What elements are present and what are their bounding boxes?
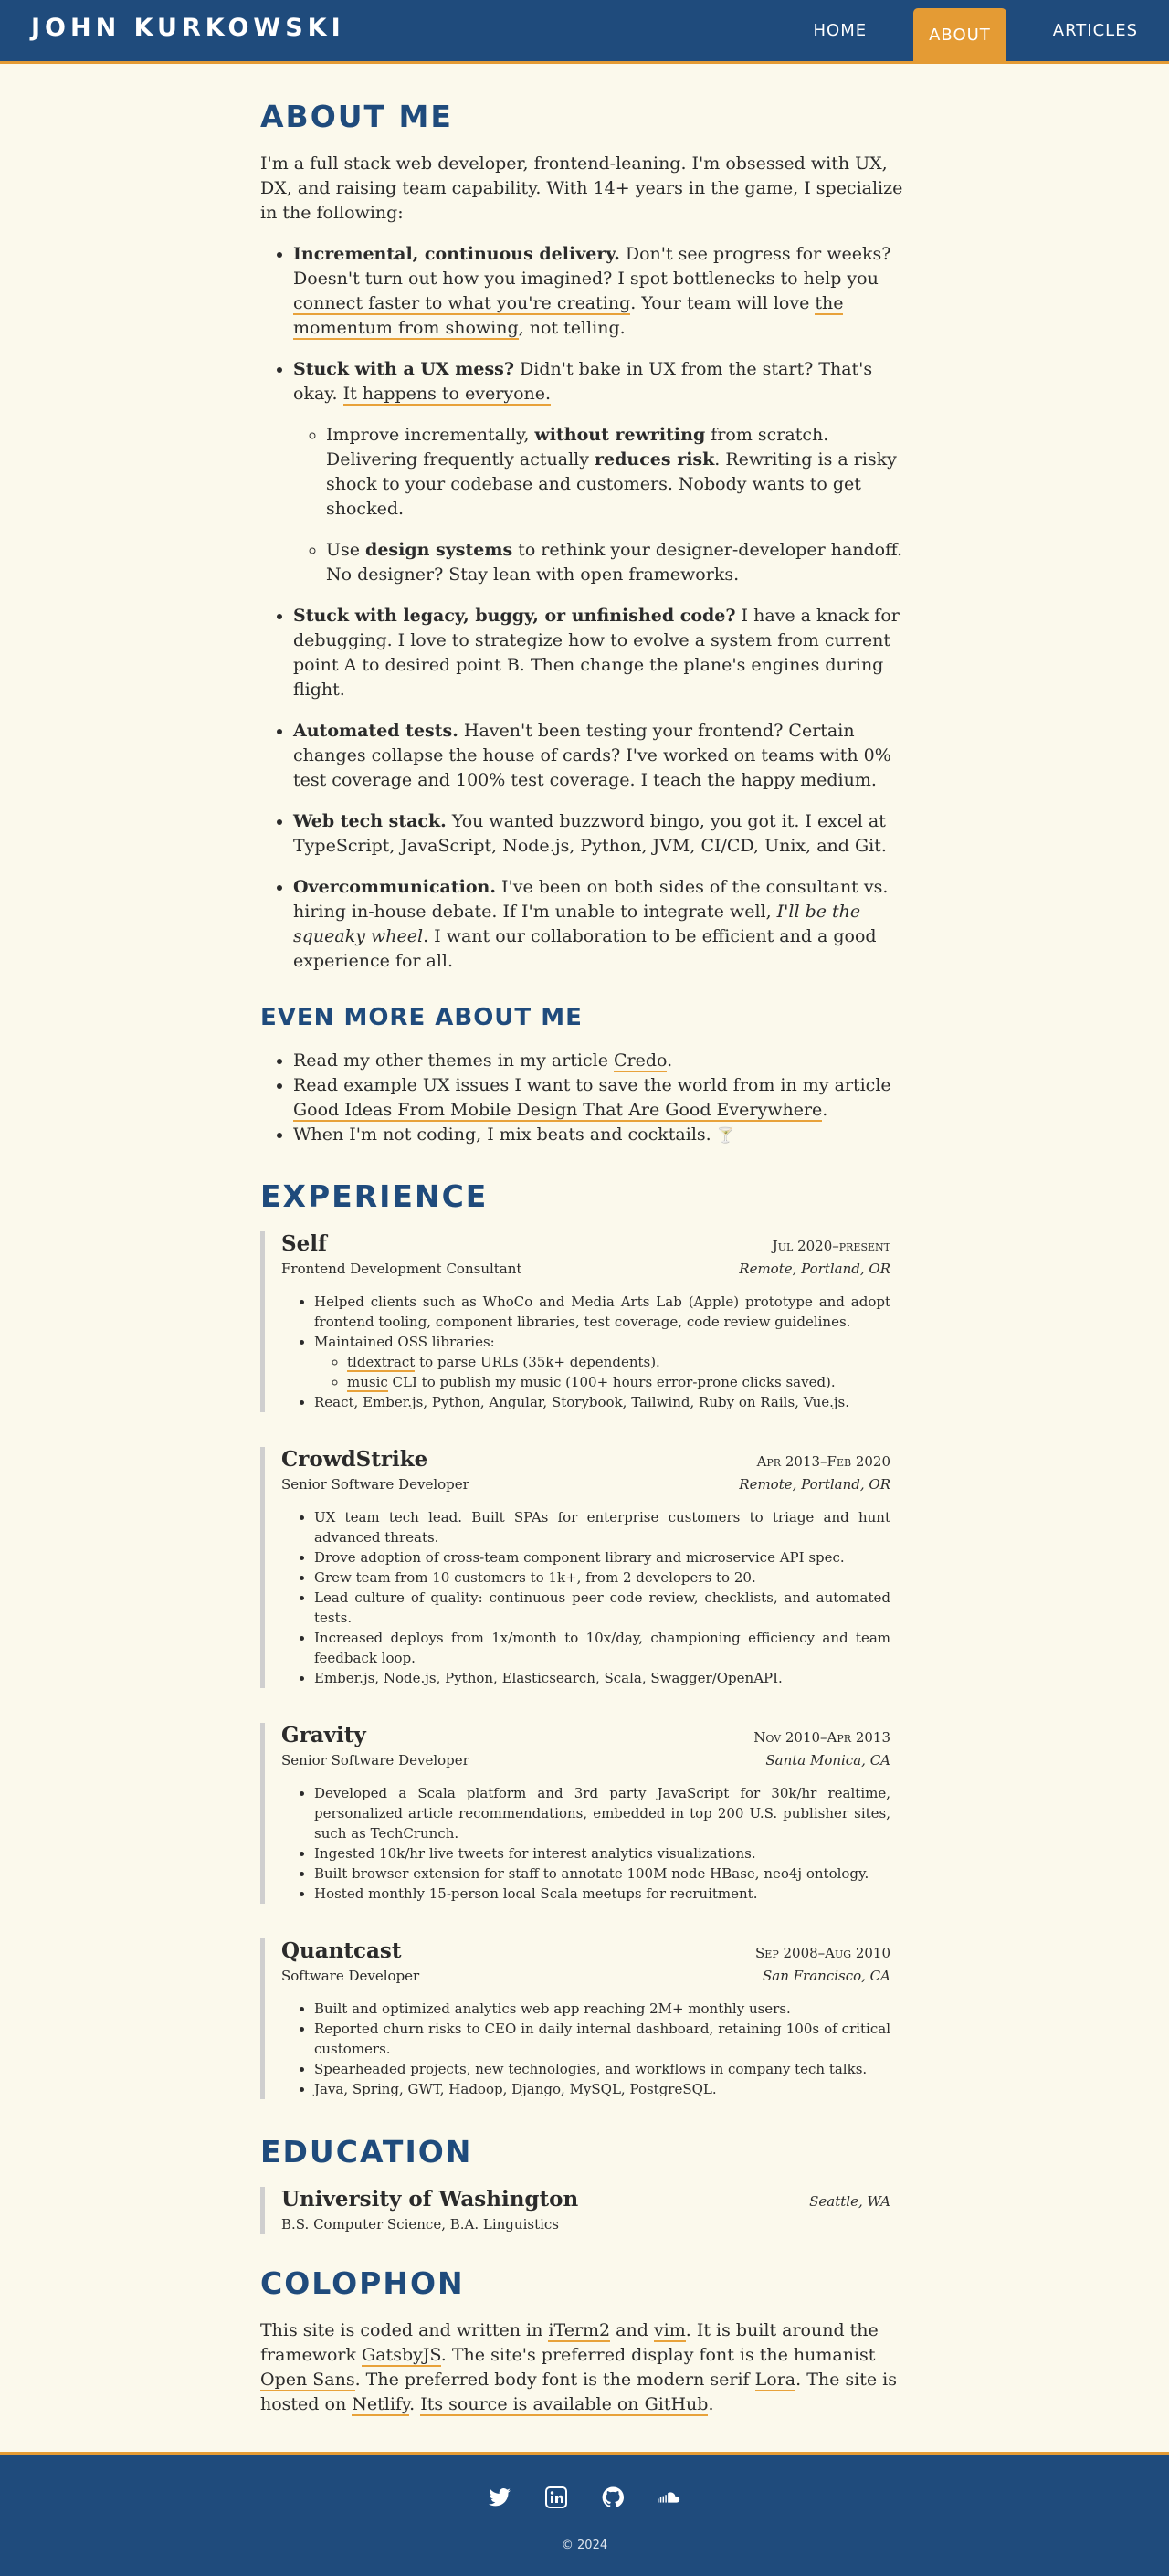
experience-title: EXPERIENCE bbox=[260, 1178, 489, 1214]
list-item: • UX team tech lead. Built SPAs for enterprise customers to triage and hunt advanced threats. bbox=[314, 1507, 890, 1547]
list-item: • Incremental, continuous delivery. Don't see progress for weeks? Doesn't turn out how you imagined? I spot bottlenecks to help you connect faster to what you're creating. Your team will love the momentum from showing, not telling. bbox=[293, 242, 909, 341]
job-company: Self bbox=[281, 1231, 327, 1256]
more-list bbox=[260, 1049, 909, 1147]
list-item: • Maintained OSS libraries: ◦ tldextract to parse URLs (35k+ dependents). ◦ music CLI to publish my music (100+ hours error-prone clicks saved). bbox=[314, 1332, 890, 1392]
degree: B.S. Computer Science, B.A. Linguistics bbox=[281, 2216, 559, 2233]
job-dates: Apr 2013–Feb 2020 bbox=[756, 1453, 890, 1470]
soundcloud-icon[interactable] bbox=[658, 2486, 681, 2509]
specialty-list bbox=[260, 242, 909, 974]
colophon-text: This site is coded and written in iTerm2 and vim. It is built around the framework GatsbyJS. The site's preferred display font is the humanist Open Sans. The preferred body font is the modern serif Lora. The site is hosted on Netlify. Its source is available on GitHub. bbox=[260, 2320, 897, 2414]
link-lora[interactable]: Lora bbox=[754, 2370, 796, 2390]
link-momentum[interactable]: the momentum from showing bbox=[293, 293, 844, 338]
job-company: Quantcast bbox=[281, 1938, 402, 1963]
list-item: • Read example UX issues I want to save the world from in my article Good Ideas From Mobile Design That Are Good Everywhere. bbox=[293, 1073, 909, 1123]
list-item: ◦ Improve incrementally, without rewriting from scratch. Delivering frequently actually reduces risk. Rewriting is a risky shock to your codebase and customers. Nobody wants to get shocked. bbox=[326, 423, 909, 522]
job-company: Gravity bbox=[281, 1723, 366, 1747]
job-dates: Nov 2010–Apr 2013 bbox=[753, 1729, 890, 1746]
job-dates: Sep 2008–Aug 2010 bbox=[755, 1945, 890, 1961]
nav-home[interactable]: HOME bbox=[813, 21, 868, 40]
link-it-happens[interactable]: It happens to everyone. bbox=[342, 384, 552, 404]
link-iterm2[interactable]: iTerm2 bbox=[548, 2320, 611, 2340]
list-item: • Automated tests. Haven't been testing your frontend? Certain changes collapse the house of cards? I've worked on teams with 0% test coverage and 100% test coverage. I teach the happy medium. bbox=[293, 719, 909, 793]
school-location: Seattle, WA bbox=[809, 2193, 890, 2210]
job-company: CrowdStrike bbox=[281, 1447, 428, 1472]
about-intro: I'm a full stack web developer, frontend-leaning. I'm obsessed with UX, DX, and raising team capability. With 14+ years in the game, I specialize in the following: bbox=[260, 153, 903, 223]
list-item: • Stuck with legacy, buggy, or unfinished code? I have a knack for debugging. I love to strategize how to evolve a system from current point A to desired point B. Then change the plane's engines during flight. bbox=[293, 604, 909, 702]
github-icon[interactable] bbox=[601, 2486, 625, 2509]
job-role: Frontend Development Consultant bbox=[281, 1261, 522, 1277]
list-item: • When I'm not coding, I mix beats and cocktails. 🍸 bbox=[293, 1123, 909, 1147]
list-item: ◦ tldextract to parse URLs (35k+ dependents). bbox=[347, 1352, 890, 1372]
link-credo[interactable]: Credo bbox=[613, 1050, 668, 1071]
job-dates: Jul 2020–present bbox=[772, 1238, 890, 1254]
list-item: • Read my other themes in my article Credo. bbox=[293, 1049, 909, 1073]
list-item: • Java, Spring, GWT, Hadoop, Django, MySQL, PostgreSQL. bbox=[314, 2079, 890, 2099]
link-gatsbyjs[interactable]: GatsbyJS bbox=[362, 2345, 441, 2365]
job-entry bbox=[260, 1723, 890, 1904]
job-role: Senior Software Developer bbox=[281, 1752, 469, 1768]
list-item: • Developed a Scala platform and 3rd party JavaScript for 30k/hr realtime, personalized article recommendations, embedded in top 200 U.S. publisher sites, such as TechCrunch. bbox=[314, 1783, 890, 1843]
list-item: • Spearheaded projects, new technologies, and workflows in company tech talks. bbox=[314, 2059, 890, 2079]
list-item: • Lead culture of quality: continuous peer code review, checklists, and automated tests. bbox=[314, 1588, 890, 1628]
list-item: • Increased deploys from 1x/month to 10x/day, championing efficiency and team feedback loop. bbox=[314, 1628, 890, 1668]
about-title: ABOUT ME bbox=[260, 99, 453, 134]
list-item: • Stuck with a UX mess? Didn't bake in UX from the start? That's okay. It happens to everyone. ◦ Improve incrementally, without rewriting from scratch. Delivering frequently actually reduces risk. Rewriting is a risky shock to your codebase and customers. Nobody wants to get shocked. ◦ Use design systems to rethink your designer-developer handoff. No designer? Stay lean with open frameworks. bbox=[293, 357, 909, 587]
link-github-source[interactable]: Its source is available on GitHub bbox=[420, 2394, 709, 2414]
list-item: ◦ music CLI to publish my music (100+ hours error-prone clicks saved). bbox=[347, 1372, 890, 1392]
list-item: • Overcommunication. I've been on both sides of the consultant vs. hiring in-house debate. If I'm unable to integrate well, I'll be the squeaky wheel. I want our collaboration to be efficient and a good experience for all. bbox=[293, 875, 909, 974]
link-netlify[interactable]: Netlify bbox=[352, 2394, 410, 2414]
job-role: Software Developer bbox=[281, 1968, 420, 1984]
twitter-icon[interactable] bbox=[488, 2486, 511, 2509]
job-location: San Francisco, CA bbox=[762, 1968, 890, 1984]
main-nav bbox=[782, 0, 1169, 61]
link-good-ideas[interactable]: Good Ideas From Mobile Design That Are Good Everywhere bbox=[293, 1100, 823, 1120]
link-connect-faster[interactable]: connect faster to what you're creating bbox=[293, 293, 631, 313]
job-location: Remote, Portland, OR bbox=[739, 1476, 890, 1493]
school-name: University of Washington bbox=[281, 2187, 579, 2212]
list-item: • Built and optimized analytics web app reaching 2M+ monthly users. bbox=[314, 1999, 890, 2019]
education-title: EDUCATION bbox=[260, 2134, 473, 2170]
colophon-title: COLOPHON bbox=[260, 2265, 465, 2301]
sub-list bbox=[293, 423, 909, 587]
site-footer bbox=[0, 2452, 1169, 2576]
more-title: EVEN MORE ABOUT ME bbox=[260, 1004, 583, 1031]
list-item: • Hosted monthly 15-person local Scala meetups for recruitment. bbox=[314, 1884, 890, 1904]
education-entry bbox=[260, 2187, 890, 2234]
site-brand[interactable]: JOHN KURKOWSKI bbox=[31, 14, 345, 42]
job-location: Santa Monica, CA bbox=[765, 1752, 890, 1768]
link-music[interactable]: music bbox=[347, 1374, 388, 1390]
list-item: • Reported churn risks to CEO in daily internal dashboard, retaining 100s of critical customers. bbox=[314, 2019, 890, 2059]
list-item: ◦ Use design systems to rethink your designer-developer handoff. No designer? Stay lean with open frameworks. bbox=[326, 538, 909, 587]
list-item: • Ingested 10k/hr live tweets for interest analytics visualizations. bbox=[314, 1843, 890, 1863]
link-open-sans[interactable]: Open Sans bbox=[260, 2370, 355, 2390]
list-item: • Ember.js, Node.js, Python, Elasticsearch, Scala, Swagger/OpenAPI. bbox=[314, 1668, 890, 1688]
list-item: • Drove adoption of cross-team component library and microservice API spec. bbox=[314, 1547, 890, 1568]
list-item: • Grew team from 10 customers to 1k+, from 2 developers to 20. bbox=[314, 1568, 890, 1588]
copyright: © 2024 bbox=[561, 2539, 608, 2552]
link-vim[interactable]: vim bbox=[653, 2320, 686, 2340]
site-header bbox=[0, 0, 1169, 64]
list-item: • Helped clients such as WhoCo and Media Arts Lab (Apple) prototype and adopt frontend tooling, component libraries, test coverage, code review guidelines. bbox=[314, 1292, 890, 1332]
cocktail-icon: 🍸 bbox=[716, 1126, 735, 1144]
linkedin-icon[interactable] bbox=[544, 2486, 568, 2509]
job-entry bbox=[260, 1938, 890, 2099]
nav-articles[interactable]: ARTICLES bbox=[1052, 21, 1138, 40]
nav-about[interactable]: ABOUT bbox=[913, 8, 1006, 61]
oss-list bbox=[314, 1352, 890, 1392]
list-item: • React, Ember.js, Python, Angular, Storybook, Tailwind, Ruby on Rails, Vue.js. bbox=[314, 1392, 890, 1412]
social-links bbox=[0, 2455, 1169, 2509]
job-bullets bbox=[281, 1292, 890, 1412]
job-bullets bbox=[281, 1507, 890, 1688]
job-bullets bbox=[281, 1999, 890, 2099]
job-location: Remote, Portland, OR bbox=[739, 1261, 890, 1277]
link-tldextract[interactable]: tldextract bbox=[347, 1354, 416, 1370]
job-entry bbox=[260, 1447, 890, 1688]
job-role: Senior Software Developer bbox=[281, 1476, 469, 1493]
list-item: • Web tech stack. You wanted buzzword bingo, you got it. I excel at TypeScript, JavaScript, Node.js, Python, JVM, CI/CD, Unix, and Git. bbox=[293, 809, 909, 859]
job-entry bbox=[260, 1231, 890, 1412]
job-bullets bbox=[281, 1783, 890, 1904]
list-item: • Built browser extension for staff to annotate 100M node HBase, neo4j ontology. bbox=[314, 1863, 890, 1884]
main-content bbox=[260, 64, 909, 2417]
